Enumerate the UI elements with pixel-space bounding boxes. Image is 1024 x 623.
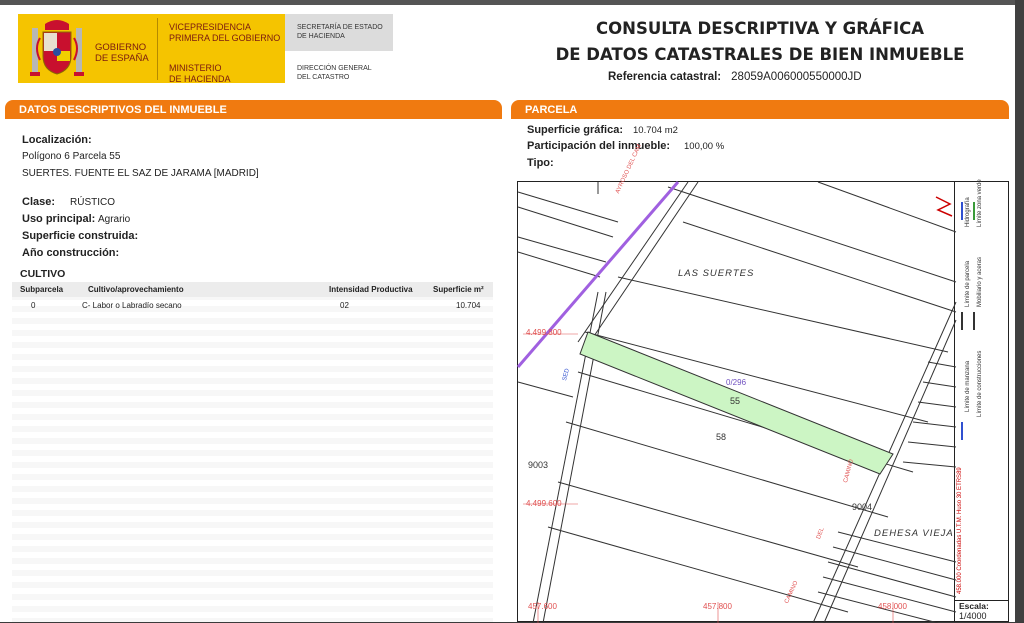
road-label-a: CAMINO — [843, 458, 856, 484]
col-cultivo: Cultivo/aprovechamiento — [88, 285, 184, 294]
hydro-label: SED — [562, 368, 571, 382]
document-title — [530, 16, 990, 68]
road-9003-label: 9003 — [528, 460, 549, 470]
parcel-55-label: 55 — [730, 396, 741, 406]
localizacion-line-2: SUERTES. FUENTE EL SAZ DE JARAMA [MADRID] — [22, 168, 259, 179]
ref-label: Referencia catastral: — [608, 71, 722, 83]
road-label-c: CAMINO — [784, 580, 800, 605]
road-9004-label: 9004 — [852, 502, 873, 512]
sec-line-1: SECRETARÍA DE ESTADO — [297, 24, 383, 31]
localizacion-line-1: Polígono 6 Parcela 55 — [22, 151, 121, 162]
legend-swatch-zona-verde — [973, 202, 975, 220]
legend-swatch-hidrografia — [961, 202, 963, 220]
utm-label: 458.000 Coordenadas U.T.M. Huso 30 ETRS89 — [957, 467, 963, 594]
place-label-dehesa-vieja: DEHESA VIEJA — [874, 528, 954, 539]
title-line-1: CONSULTA DESCRIPTIVA Y GRÁFICA — [596, 19, 924, 38]
col-intensidad: Intensidad Productiva — [329, 285, 413, 294]
legend-swatch-mobiliario — [973, 312, 975, 330]
scale-value: 1/4000 — [959, 611, 987, 621]
ministerio-label — [169, 63, 231, 84]
clase-value: RÚSTICO — [70, 197, 115, 208]
vertical-road-label: AYROSO DEL CAM — [615, 143, 643, 195]
min-line-2: DE HACIENDA — [169, 73, 231, 84]
uso-value: Agrario — [98, 214, 131, 225]
subparcel-label: 0/296 — [726, 378, 747, 387]
legend-zona-verde: Límite zona verde — [977, 179, 983, 227]
legend-swatch-parcela — [961, 312, 963, 330]
tipo-label: Tipo: — [527, 157, 554, 169]
superficie-grafica-value: 10.704 m2 — [633, 125, 678, 136]
vice-line-2: PRIMERA DEL GOBIERNO — [169, 32, 281, 43]
legend-hidrografia: Hidrografía — [965, 197, 971, 227]
coat-of-arms-icon — [26, 18, 88, 80]
cultivo-title: CULTIVO — [20, 268, 66, 280]
section-header-parcela: PARCELA — [511, 100, 1009, 119]
col-superficie: Superficie m² — [433, 285, 484, 294]
coord-north-2: 4.499.600 — [526, 499, 562, 508]
section-header-descriptive: DATOS DESCRIPTIVOS DEL INMUEBLE — [5, 100, 502, 119]
superficie-grafica-label: Superficie gráfica: — [527, 124, 623, 136]
anio-construccion-label: Año construcción: — [22, 247, 120, 259]
north-arrow-icon — [936, 197, 952, 216]
road-label-b: DEL — [816, 527, 826, 541]
participacion-label: Participación del inmueble: — [527, 140, 671, 152]
superficie-construida-label: Superficie construida: — [22, 230, 139, 242]
direccion-label — [297, 65, 372, 82]
vicepresidencia-label — [169, 22, 280, 43]
dir-line-2: DEL CATASTRO — [297, 73, 350, 81]
top-strip — [0, 0, 1015, 5]
coord-east-3: 458.000 — [878, 602, 907, 611]
clase-label: Clase: — [22, 196, 56, 208]
min-line-1: MINISTERIO — [169, 63, 222, 73]
row-0-subparcela: 0 — [31, 301, 36, 310]
row-0-cultivo: C- Labor o Labradío secano — [82, 301, 182, 310]
window-edge — [1015, 0, 1024, 622]
legend-parcela: Límite de parcela — [965, 260, 971, 307]
coord-east-2: 457.800 — [703, 602, 732, 611]
scale-label: Escala: — [959, 601, 989, 611]
legend-manzana: Límite de manzana — [965, 360, 971, 412]
col-subparcela: Subparcela — [20, 285, 64, 294]
parcel-58-label: 58 — [716, 432, 727, 442]
cultivo-table — [12, 282, 493, 622]
legend-construcciones: Límite de construcciones — [977, 350, 983, 417]
legend-swatch-manzana — [961, 422, 963, 440]
sec-line-2: DE HACIENDA — [297, 32, 345, 40]
localizacion-label: Localización: — [22, 134, 92, 146]
legend-mobiliario: Mobiliario y aceras — [977, 256, 983, 307]
uso-label: Uso principal: — [22, 213, 96, 225]
coord-north-1: 4.499.800 — [526, 328, 562, 337]
secretaria-label — [297, 24, 383, 41]
vice-line-1: VICEPRESIDENCIA — [169, 22, 252, 32]
cultivo-table-header — [12, 282, 493, 297]
ref-value: 28059A006000550000JD — [731, 71, 862, 83]
row-0-intensidad: 02 — [340, 301, 349, 310]
gobierno-label: GOBIERNO DE ESPAÑA — [95, 42, 149, 64]
place-label-las-suertes: LAS SUERTES — [678, 268, 755, 279]
cadastral-reference — [608, 71, 862, 83]
row-0-superficie: 10.704 — [456, 301, 481, 310]
coord-east-1: 457.600 — [528, 602, 557, 611]
logo-divider — [157, 18, 158, 80]
title-line-2: DE DATOS CATASTRALES DE BIEN INMUEBLE — [555, 45, 965, 64]
map-legend — [955, 181, 1009, 601]
dir-line-1: DIRECCIÓN GENERAL — [297, 65, 372, 72]
participacion-value: 100,00 % — [684, 141, 725, 152]
